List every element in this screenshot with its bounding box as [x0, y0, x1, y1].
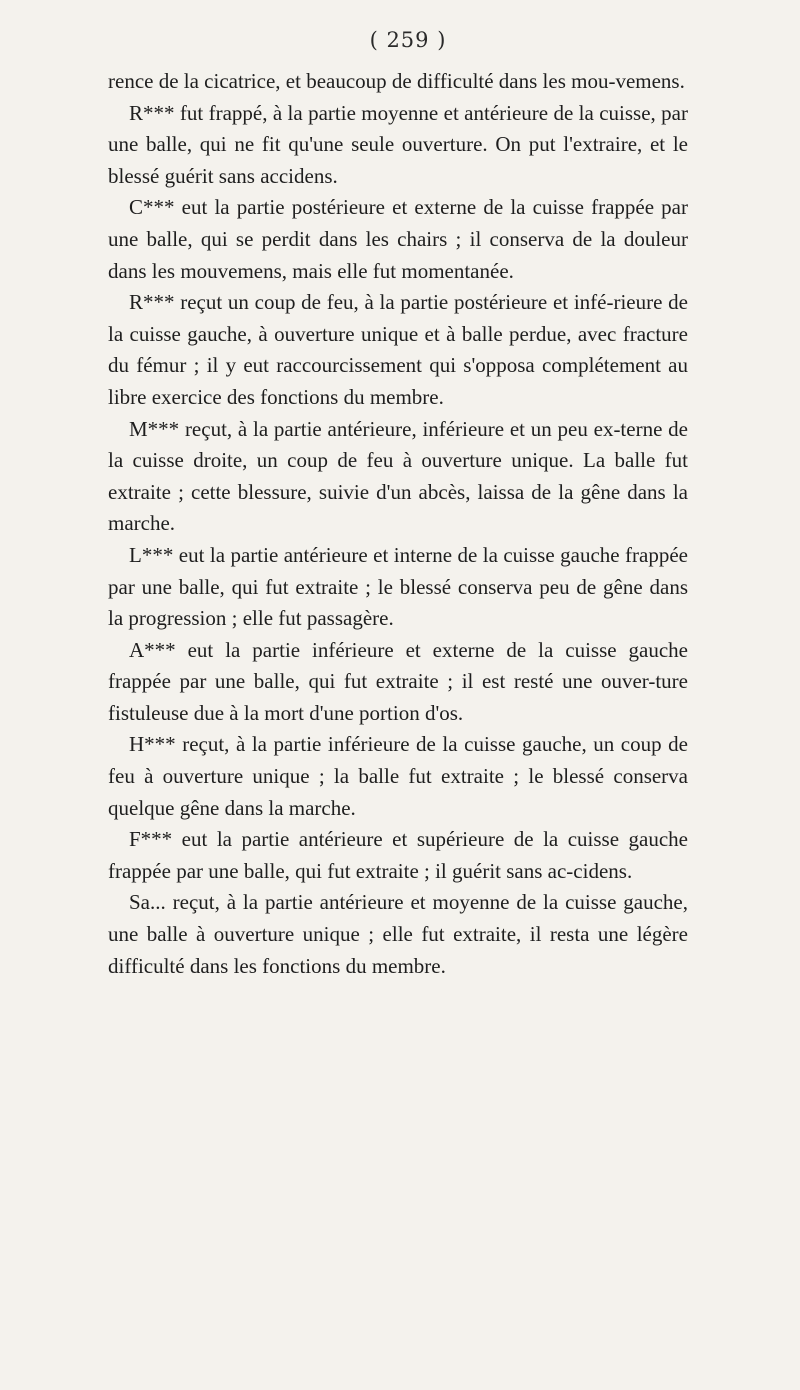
paragraph-9: F*** eut la partie antérieure et supérieure de la cuisse gauche frappée par une balle, qui fut extraite ; il guérit sans ac-cidens. — [108, 827, 688, 883]
page-number-header: ( 259 ) — [369, 28, 447, 52]
paragraph-1: rence de la cicatrice, et beaucoup de difficulté dans les mou-vemens. — [108, 69, 685, 93]
paragraph-3: C*** eut la partie postérieure et externe de la cuisse frappée par une balle, qui se perdit dans les chairs ; il conserva de la douleur dans les mouvemens, mais elle fut momentanée. — [108, 195, 688, 283]
paragraph-2: R*** fut frappé, à la partie moyenne et antérieure de la cuisse, par une balle, qui ne fit qu'une seule ouverture. On put l'extraire, et le blessé guérit sans accidens. — [108, 100, 688, 188]
body-text — [108, 66, 688, 982]
paragraph-7: A*** eut la partie inférieure et externe de la cuisse gauche frappée par une balle, qui fut extraite ; il est resté une ouver-ture fistuleuse due à la mort d'une portion d'os. — [108, 637, 688, 725]
paragraph-6: L*** eut la partie antérieure et interne de la cuisse gauche frappée par une balle, qui fut extraite ; le blessé conserva peu de gêne dans la progression ; elle fut passagère. — [108, 542, 688, 631]
paragraph-10: Sa... reçut, à la partie antérieure et moyenne de la cuisse gauche, une balle à ouverture unique ; elle fut extraite, il resta une légère difficulté dans les fonctions du membre. — [108, 890, 688, 978]
paragraph-4: R*** reçut un coup de feu, à la partie postérieure et infé-rieure de la cuisse gauche, à ouverture unique et à balle perdue, avec fracture du fémur ; il y eut raccourcissement qui s'opposa complétement au libre exercice des fonctions du membre. — [108, 290, 688, 409]
paragraph-5: M*** reçut, à la partie antérieure, inférieure et un peu ex-terne de la cuisse droite, un coup de feu à ouverture unique. La balle fut extraite ; cette blessure, suivie d'un abcès, laissa de la gêne dans la marche. — [108, 416, 688, 536]
paragraph-8: H*** reçut, à la partie inférieure de la cuisse gauche, un coup de feu à ouverture unique ; la balle fut extraite ; le blessé conserva quelque gêne dans la marche. — [108, 732, 688, 820]
